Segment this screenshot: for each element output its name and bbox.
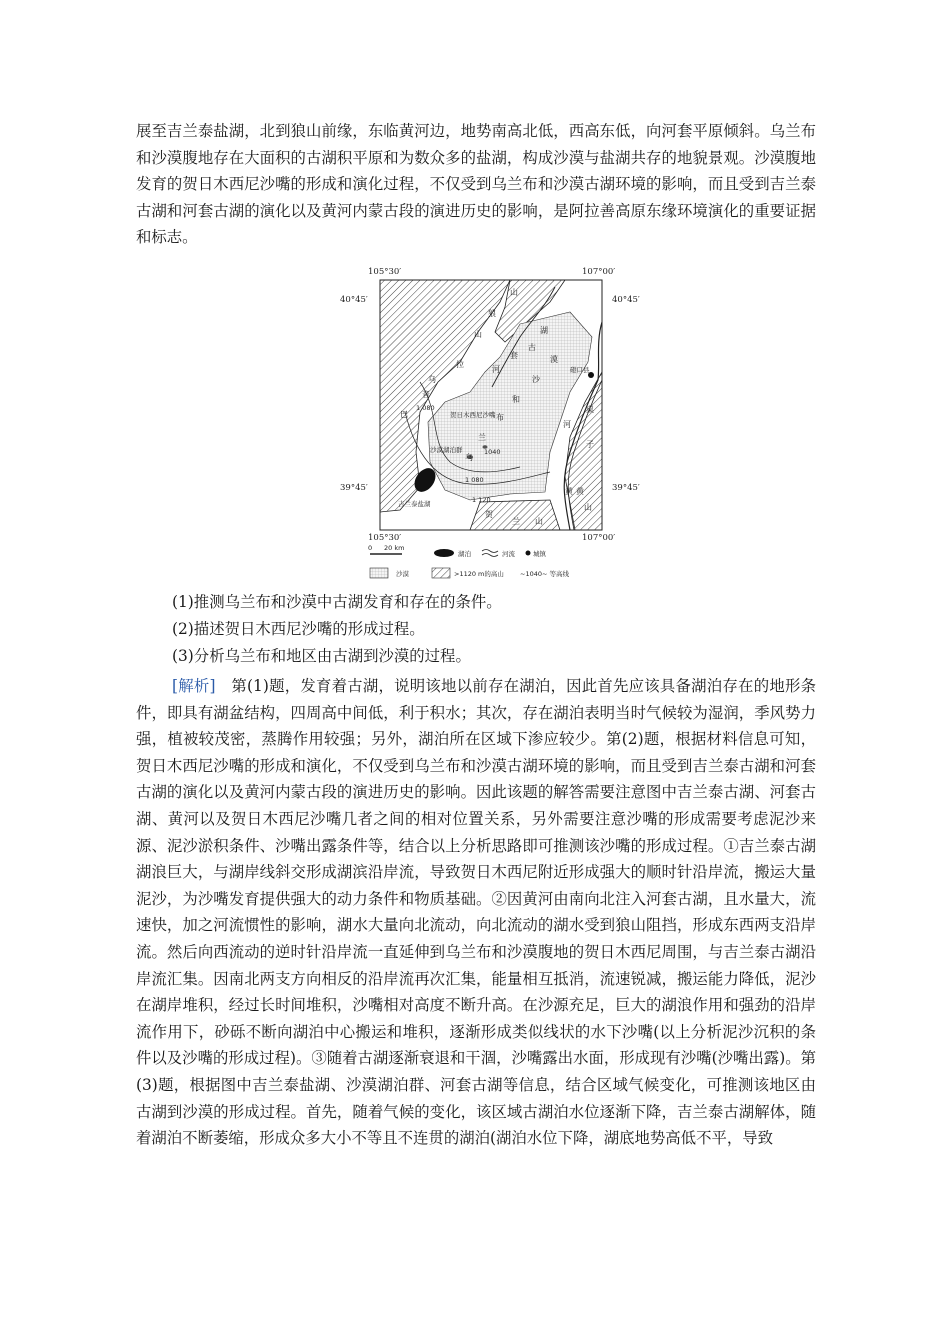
legend-town: 城镇 — [533, 550, 546, 558]
legend-mountain-symbol — [432, 568, 450, 578]
label-desert-5: 兰 — [478, 433, 486, 442]
legend-scale-distance: 20 km — [384, 544, 405, 552]
label-huanghe-2: 黄 — [565, 487, 573, 496]
label-yin: 音 — [422, 390, 430, 399]
analysis-tag: [解析] — [172, 677, 216, 695]
analysis-text: 第(1)题，发育着古湖，说明该地以前存在湖泊，因此首先应该具备湖泊存在的地形条件，即具有湖盆结构，四周高中间低，利于积水；其次，存在湖泊表明当时气候较为湿润，季风势力强，植被较茂密，蒸腾作用较强；另外，湖泊所在区域下渗应较少。第(2)题，根据材料信息可知，贺日木西尼沙嘴的形成和演化，不仅受到乌兰布和沙漠古湖环境的影响，而且受到吉兰泰古湖和河套古湖的演化以及黄河内蒙古段的演进历史的影响。因此该题的解答需要注意图中吉兰泰古湖、河套古湖、黄河以及贺日木西尼沙嘴几者之间的相对位置关系，另外需要注意沙嘴的形成需要考虑泥沙来源、泥沙淤积条件、沙嘴出露条件等，结合以上分析思路即可推测该沙嘴的形成过程。①吉兰泰古湖湖浪巨大，与湖岸线斜交形成湖滨沿岸流，导致贺日木西尼附近形成强大的顺时针沿岸流，搬运大量泥沙，为沙嘴发育提供强大的动力条件和物质基础。②因黄河由南向北注入河套古湖，且水量大，流速快，加之河流惯性的影响，湖水大量向北流动，向北流动的湖水受到狼山阻挡，形成东西两支沿岸流。然后向西流动的逆时针沿岸流一直延伸到乌兰布和沙漠腹地的贺日木西尼周围，与吉兰泰古湖沿岸流汇集。因南北两支方向相反的沿岸流再次汇集，能量相互抵消，流速锐减，搬运能力降低，泥沙在湖岸堆积，经过长时间堆积，沙嘴相对高度不断升高。在沙源充足，巨大的湖浪作用和强劲的沿岸流作用下，砂砾不断向湖泊中心搬运和堆积，逐渐形成类似线状的水下沙嘴(以上分析泥沙沉积的条件以及沙嘴的形成过程)。③随着古湖逐渐衰退和干涸，沙嘴露出水面，形成现有沙嘴(沙嘴出露)。第(3)题，根据图中吉兰泰盐湖、沙漠湖泊群、河套古湖等信息，结合区域气候变化，可推测该地区由古湖到沙漠的形成过程。首先，随着气候的变化，该区域古湖泊水位逐渐下降，吉兰泰古湖解体，随着湖泊不断萎缩，形成众多大小不等且不连贯的湖泊(湖泊水位下降，湖底地势高低不平，导致 — [136, 677, 816, 1148]
coord-bottom-right: 107°00′ — [582, 533, 616, 543]
label-wula-1: 拉 — [456, 360, 464, 369]
map-legend — [368, 544, 570, 578]
label-huanghe-1: 河 — [563, 420, 571, 429]
coord-left-top: 40°45′ — [340, 295, 368, 305]
label-zhuozi-4: 山 — [584, 503, 592, 512]
legend-desert-symbol — [370, 568, 388, 578]
label-contour-1120: 1 120 — [472, 496, 491, 504]
coord-bottom-left: 105°30′ — [368, 533, 402, 543]
label-lang-3: 山 — [474, 330, 482, 339]
label-contour-1080b: 1 080 — [465, 476, 484, 484]
analysis-paragraph — [136, 673, 816, 1152]
intro-paragraph: 展至吉兰泰盐湖，北到狼山前缘，东临黄河边，地势南高北低，西高东低，向河套平原倾斜。乌兰布和沙漠腹地存在大面积的古湖积平原和为数众多的盐湖，构成沙漠与盐湖共存的地貌景观。沙漠腹地发育的贺日木西尼沙嘴的形成和演化过程，不仅受到乌兰布和沙漠古湖环境的影响，而且受到吉兰泰古湖和河套古湖的演化以及黄河内蒙古段的演进历史的影响，是阿拉善高原东缘环境演化的重要证据和标志。 — [136, 122, 816, 247]
coord-top-right: 107°00′ — [582, 267, 616, 277]
label-herimu: 贺日木西尼沙嘴 — [450, 411, 496, 419]
label-lake-group: 沙漠湖泊群 — [430, 446, 463, 454]
question-2: (2)描述贺日木西尼沙嘴的形成过程。 — [172, 620, 425, 638]
label-contour-1040: 1040 — [484, 448, 501, 456]
label-helan-1: 贺 — [485, 510, 493, 519]
label-zhuozi-3: 黄 — [576, 487, 584, 496]
legend-desert: 沙漠 — [396, 570, 409, 578]
label-guhu-3: 套 — [510, 351, 518, 360]
legend-lake: 湖泊 — [458, 550, 471, 558]
label-lang-1: 山 — [510, 288, 518, 297]
label-guhu-4: 河 — [492, 365, 500, 374]
coord-top-left: 105°30′ — [368, 267, 402, 277]
label-desert-2: 沙 — [532, 375, 540, 384]
map-figure — [340, 262, 640, 592]
coord-right-top: 40°45′ — [612, 295, 640, 305]
legend-lake-symbol — [434, 549, 454, 557]
label-lang-2: 狼 — [488, 309, 496, 318]
label-zhuozi-2: 子 — [586, 440, 594, 449]
question-1: (1)推测乌兰布和沙漠中古湖发育和存在的条件。 — [172, 593, 502, 611]
legend-mountain: >1120 m的高山 — [454, 570, 504, 578]
label-helan-3: 山 — [535, 517, 543, 526]
label-zhuozi-1: 桌 — [586, 405, 594, 414]
legend-river: 河流 — [502, 550, 515, 558]
legend-scale-zero: 0 — [368, 544, 373, 552]
label-desert-6: 乌 — [465, 453, 473, 462]
coord-right-bottom: 39°45′ — [612, 483, 640, 493]
label-ba: 巴 — [400, 410, 408, 419]
question-3: (3)分析乌兰布和地区由古湖到沙漠的过程。 — [172, 647, 471, 665]
label-helan-2: 兰 — [512, 517, 520, 526]
legend-river-symbol — [482, 550, 498, 557]
label-jilantai: 吉兰泰盐湖 — [398, 500, 431, 508]
label-desert-4: 布 — [496, 413, 504, 422]
label-guhu-1: 湖 — [540, 326, 548, 335]
label-guhu-2: 古 — [528, 343, 536, 352]
label-contour-1080a: 1 080 — [416, 404, 435, 412]
coord-left-bottom: 39°45′ — [340, 483, 368, 493]
legend-contour: ~1040~ 等高线 — [520, 570, 570, 578]
label-dengkou: 磴口县 — [570, 366, 590, 374]
label-wula-2: 乌 — [428, 375, 436, 384]
legend-town-symbol — [526, 551, 531, 556]
label-desert-1: 漠 — [550, 355, 558, 364]
label-desert-3: 和 — [512, 395, 520, 404]
